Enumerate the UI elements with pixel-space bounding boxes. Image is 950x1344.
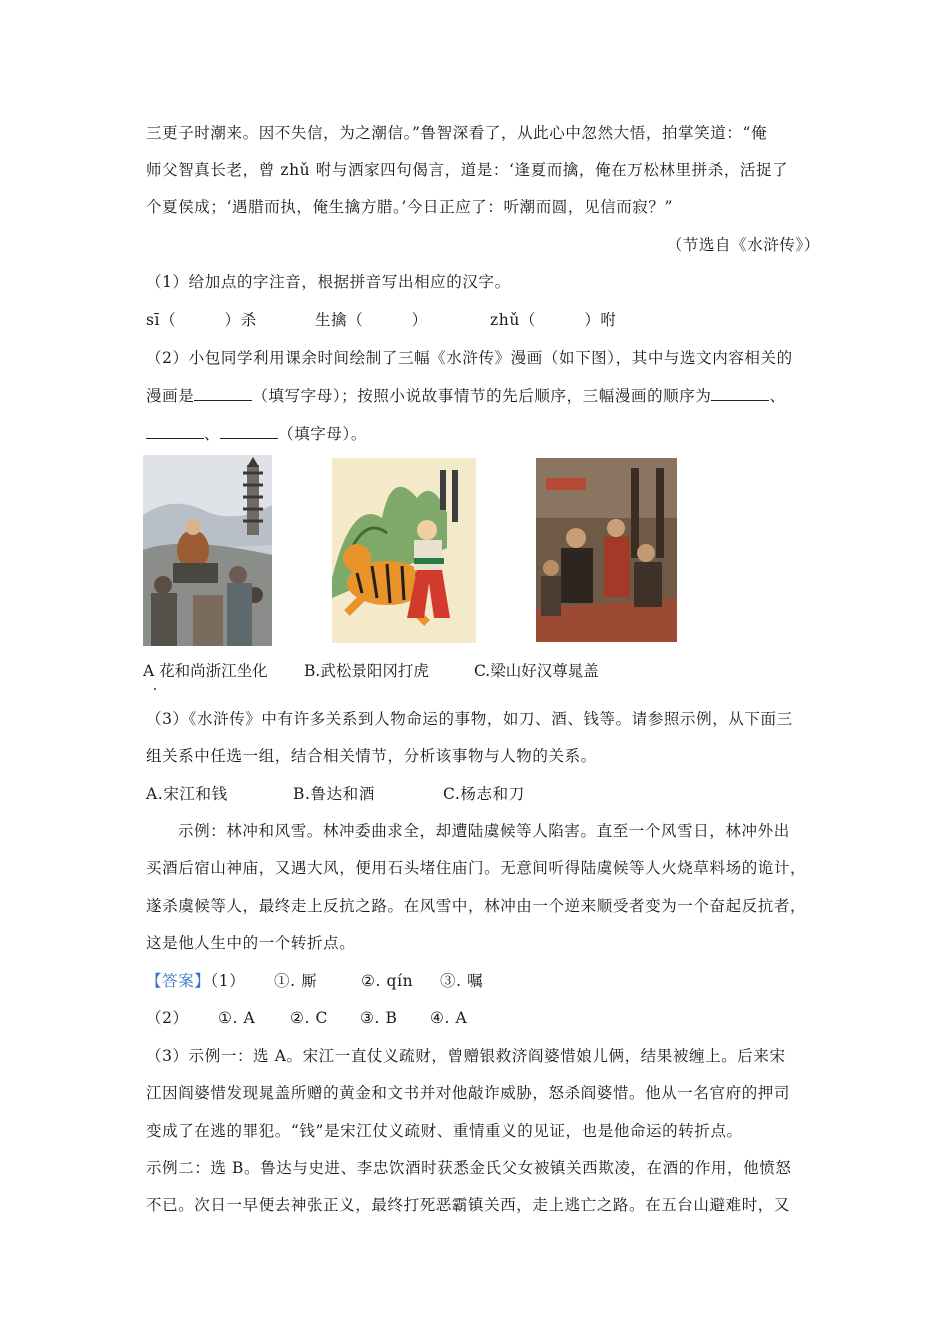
- q2-text-c: 、: [769, 387, 786, 405]
- q3-line-1: （3）《水浒传》中有许多关系到人物命运的事物，如刀、酒、钱等。请参照示例，从下面三: [146, 710, 793, 728]
- answer-blank[interactable]: [194, 386, 252, 401]
- caption-b: B.武松景阳冈打虎: [304, 662, 429, 680]
- q3-option-c: C.杨志和刀: [443, 785, 525, 803]
- caption-a: A 花和尚浙江坐化: [143, 662, 268, 680]
- answer-1-label: （1）: [210, 972, 246, 990]
- q3-line-2: 组关系中任选一组，结合相关情节，分析该事物与人物的关系。: [146, 747, 597, 765]
- q2-text-a: 漫画是: [146, 387, 195, 405]
- passage-line-2: 师父智真长老，曾 zhǔ 咐与洒家四句偈言，道是：‘逢夏而擒，俺在万松林里拼杀，活捉了: [146, 161, 789, 179]
- comic-c-image: [536, 458, 677, 642]
- answer-2-item-2: ②. C: [290, 1009, 329, 1027]
- answer-line-1: [146, 970, 822, 992]
- q1-item-3: zhǔ（ ）咐: [490, 311, 617, 329]
- q2-text-d: 、: [204, 425, 221, 443]
- example-line-4: 这是他人生中的一个转折点。: [146, 934, 356, 952]
- emphasis-dot: [154, 688, 156, 690]
- q3-option-b: B.鲁达和酒: [293, 785, 375, 803]
- answer-2-item-4: ④. A: [430, 1009, 468, 1027]
- comic-b-image: [332, 458, 476, 643]
- answer-1-item-3: ③. 嘱: [440, 972, 484, 990]
- source-note: （节选自《水浒传》）: [666, 236, 820, 254]
- answer-3-line-2: 江因阎婆惜发现晁盖所赠的黄金和文书并对他敲诈威胁，怒杀阎婆惜。他从一名官府的押司: [146, 1084, 791, 1102]
- answer-blank[interactable]: [711, 386, 769, 401]
- passage-line-3: 个夏侯成；‘遇腊而执，俺生擒方腊。’今日正应了：听潮而圆，见信而寂？”: [146, 198, 674, 216]
- caption-c: C.梁山好汉尊晁盖: [474, 662, 599, 680]
- example-line-3: 遂杀虞候等人，最终走上反抗之路。在风雪中，林冲由一个逆来顺受者变为一个奋起反抗者，: [146, 897, 807, 915]
- q2-line-3: [146, 423, 822, 445]
- passage-line-1: 三更子时潮来。因不失信，为之潮信。”鲁智深看了，从此心中忽然大悟，拍掌笑道：“俺: [146, 124, 768, 142]
- q2-line-1: （2）小包同学利用课余时间绘制了三幅《水浒传》漫画（如下图），其中与选文内容相关的: [146, 349, 793, 367]
- answer-blank[interactable]: [146, 424, 204, 439]
- example-line-1: 示例：林冲和风雪。林冲委曲求全，却遭陆虞候等人陷害。直至一个风雪日，林冲外出: [178, 822, 790, 840]
- q1-prompt: （1）给加点的字注音，根据拼音写出相应的汉字。: [146, 273, 511, 291]
- comic-a-image: [143, 455, 272, 646]
- answer-3-line-4: 示例二：选 B。鲁达与史进、李忠饮酒时获悉金氏父女被镇关西欺凌，在酒的作用，他愤怒: [146, 1159, 792, 1177]
- answer-3-line-5: 不已。次日一早便去神张正义，最终打死恶霸镇关西，走上逃亡之路。在五台山避难时，又: [146, 1196, 791, 1214]
- answer-2-item-3: ③. B: [360, 1009, 398, 1027]
- q2-line-2: [146, 385, 822, 407]
- answer-3-line-1: （3）示例一：选 A。宋江一直仗义疏财，曾赠银救济阎婆惜娘儿俩，结果被缠上。后来宋: [146, 1047, 786, 1065]
- answer-blank[interactable]: [220, 424, 278, 439]
- q1-item-1: sī（ ）杀: [146, 311, 257, 329]
- answer-tag: 【答案】: [146, 972, 211, 990]
- q1-item-2: 生擒（ ）: [315, 311, 428, 329]
- answer-1-item-1: ①. 厮: [274, 972, 318, 990]
- q3-option-a: A.宋江和钱: [146, 785, 228, 803]
- example-line-2: 买酒后宿山神庙，又遇大风，便用石头堵住庙门。无意间听得陆虞候等人火烧草料场的诡计，: [146, 859, 807, 877]
- answer-2-label: （2）: [146, 1009, 189, 1027]
- answer-3-line-3: 变成了在逃的罪犯。“钱”是宋江仗义疏财、重情重义的见证，也是他命运的转折点。: [146, 1122, 743, 1140]
- q2-text-e: （填字母）。: [278, 425, 367, 443]
- answer-1-item-2: ②. qín: [361, 972, 414, 990]
- q2-text-b: （填写字母）；按照小说故事情节的先后顺序，三幅漫画的顺序为: [252, 387, 712, 405]
- answer-2-item-1: ①. A: [218, 1009, 256, 1027]
